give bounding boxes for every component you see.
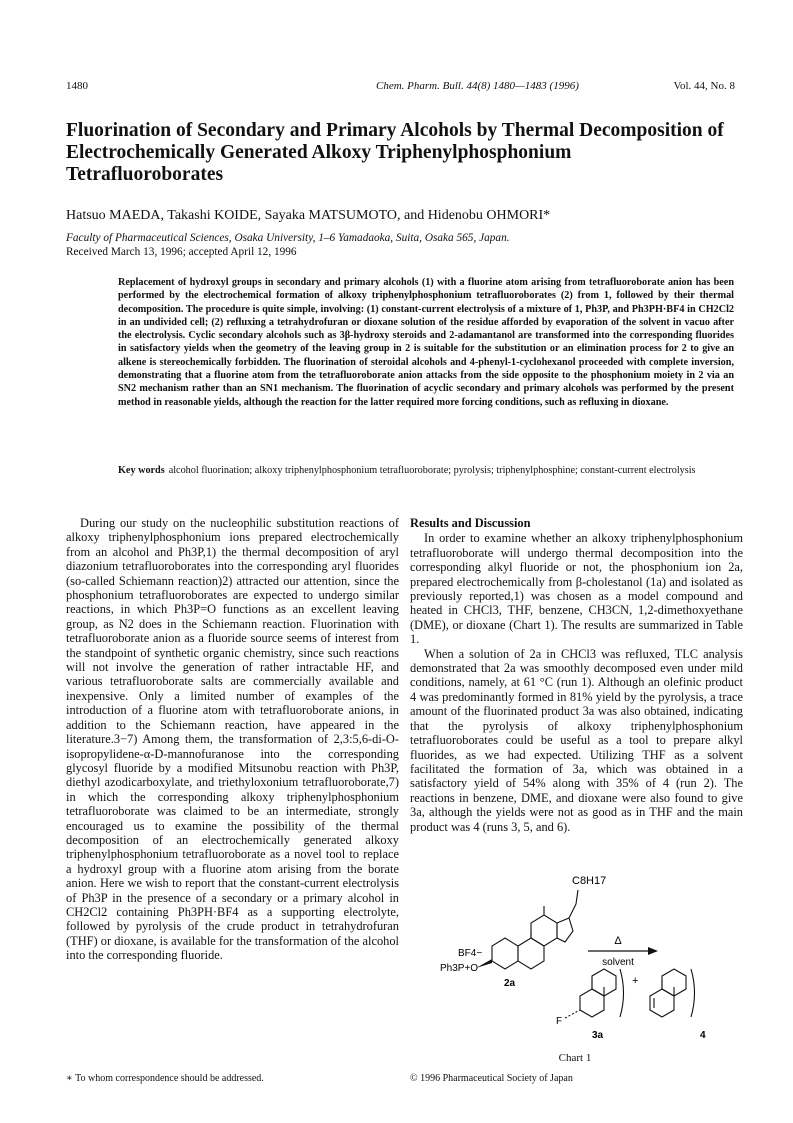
keywords-label: Key words [118, 465, 165, 476]
affiliation: Faculty of Pharmaceutical Sciences, Osaka University, 1–6 Yamadaoka, Suita, Osaka 565, Japan. [66, 232, 510, 244]
side-chain-label: C8H17 [572, 875, 607, 887]
arrow-condition-heat: Δ [614, 935, 622, 947]
volume-issue: Vol. 44, No. 8 [673, 80, 735, 92]
received-dates: Received March 13, 1996; accepted April 12, 1996 [66, 246, 297, 258]
article-title: Fluorination of Secondary and Primary Alcohols by Thermal Decomposition of Electrochemically Generated Alkoxy Triphenylphosphonium Tetrafluoroborates [66, 120, 724, 185]
copyright-notice: © 1996 Pharmaceutical Society of Japan [410, 1073, 573, 1084]
compound-4-label: 4 [700, 1030, 706, 1041]
wedge-bond [476, 959, 492, 968]
intro-paragraph: During our study on the nucleophilic substitution reactions of alkoxy triphenylphosphonium ions prepared electrochemically from an alcohol and Ph3P,1) the thermal decomposition of aryl diazonium tetrafluoroborates into the corresponding aryl fluorides (so-called Schiemann reaction)2) attracted our attention, since the phosphonium tetrafluoroborates are expected to undergo similar reactions, in which Ph3P=O functions as an excellent leaving group, as N2 does in the Schiemann reaction. Fluorination with tetrafluoroborate anion as a fluoride source seems of interest from the standpoint of synthetic organic chemistry, since such reactions will not involve the generation of rather intractable HF, and various tetrafluoroborate salts are commercially available and inexpensive. Only a limited number of examples of the introduction of a fluorine atom with tetrafluoroborate anions, in addition to the Schiemann reaction, have appeared in the literature.3−7) Among them, the transformation of 2,3:5,6-di-O-isopropylidene-α-D-mannofuranose into the corresponding glycosyl fluoride by a modified Mitsunobu reaction with Ph3P, diethyl azodicarboxylate, and triethyloxonium tetrafluoroborate,7) in which the corresponding alkoxy triphenylphosphonium tetrafluoroborate was claimed to be an intermediate, strongly encouraged us to examine the possibility of the thermal decomposition of an electrochemically generated alkoxy triphenylphosphonium tetrafluoroborate as a novel tool to replace a hydroxyl group with a fluorine atom arising from the borate anion. Here we wish to report that the constant-current electrolysis of Ph3P in the presence of a secondary or a primary alcohol in CH2Cl2 containing Ph3PH·BF4 as a supporting electrolyte, followed by pyrolysis of the crude product in tetrahydrofuran (THF) or dioxane, is available for the transformation of the alcohol into the corresponding fluoride. [66, 516, 399, 963]
compound-3a-label: 3a [592, 1030, 604, 1041]
plus-sign: + [632, 975, 639, 987]
fluorine-label: F [556, 1016, 563, 1027]
steroid-2a-structure [492, 890, 578, 969]
phosphonium-label: Ph3P+O [440, 963, 479, 974]
left-column [66, 516, 399, 963]
keywords [118, 464, 734, 477]
abstract: Replacement of hydroxyl groups in secondary and primary alcohols (1) with a fluorine atom arising from tetrafluoroborate anion has been performed by the electrochemical formation of alkoxy triphenylphosphonium tetrafluoroborates (2) from 1, followed by their thermal decomposition. The procedure is quite simple, involving: (1) constant-current electrolysis of a mixture of 1, Ph3P, and Ph3PH·BF4 in CH2Cl2 in an undivided cell; (2) refluxing a tetrahydrofuran or dioxane solution of the residue afforded by evaporation of the solvent in vacuo after the electrolysis. Cyclic secondary alcohols such as 3β-hydroxy steroids and 2-adamantanol are transformed into the corresponding fluorides in satisfactory yields when the geometry of the leaving group in 2 is suitable for the substitution or an elimination process for 2 to give an alkene is stereochemically forbidden. The fluorination of steroidal alcohols and 4-phenyl-1-cyclohexanol proceeded with complete inversion, demonstrating that a fluorine atom from the tetrafluoroborate anion attacks from the side opposite to the phosphonium moiety in 2 via an SN2 mechanism rather than an SN1 mechanism. The fluorination of acyclic secondary and primary alcohols was performed by the present method in reasonable yields, although the reaction for the latter required more forcing conditions, such as refluxing in dioxane. [118, 277, 734, 408]
reaction-arrowhead [648, 947, 658, 955]
keywords-text: alcohol fluorination; alkoxy triphenylphosphonium tetrafluoroborate; pyrolysis; triphenylphosphine; constant-current electrolysis [168, 465, 696, 476]
chart-1-scheme [410, 806, 740, 1056]
author-list: Hatsuo MAEDA, Takashi KOIDE, Sayaka MATSUMOTO, and Hidenobu OHMORI* [66, 208, 551, 223]
right-column [410, 516, 743, 834]
results-paragraph-1: In order to examine whether an alkoxy triphenylphosphonium tetrafluoroborate will undergo thermal decomposition into the corresponding alkyl fluoride or not, the phosphonium ion 2a, prepared electrochemically from β-cholestanol (1a) and isolated as previously reported,1) was chosen as a model compound and heated in CHCl3, THF, benzene, CH3CN, 1,2-dimethoxyethane (DME), or dioxane (Chart 1). The results are summarized in Table 1. [410, 531, 743, 647]
journal-reference: Chem. Pharm. Bull. 44(8) 1480—1483 (1996) [376, 80, 579, 92]
compound-2a-label: 2a [504, 978, 516, 989]
footnote: ∗ To whom correspondence should be addressed. [66, 1073, 264, 1084]
results-paragraph-2: When a solution of 2a in CHCl3 was refluxed, TLC analysis demonstrated that 2a was smoothly decomposed even under mild conditions, namely, at 61 °C (run 1). Although an olefinic product 4 was predominantly formed in 81% yield by the pyrolysis, a trace amount of the fluorinated product 3a was also obtained, indicating that the pyrolysis of alkoxy triphenylphosphonium tetrafluoroborates could be useful as a tool to prepare alkyl fluorides, as we had expected. Utilizing THF as a solvent facilitated the formation of 3a, which was obtained in a satisfactory yield of 54% along with 35% of 4 (run 2). The reactions in benzene, DME, and dioxane were also found to give 3a, although the yields were not as good as in THF and the main product was 4 (runs 3, 5, and 6). [410, 646, 743, 834]
product-3a-structure [565, 969, 624, 1018]
counterion-label: BF4− [458, 948, 483, 959]
section-heading: Results and Discussion [410, 516, 531, 530]
product-4-structure [650, 969, 695, 1017]
page-number: 1480 [66, 80, 88, 92]
chart-caption: Chart 1 [558, 1052, 592, 1064]
arrow-condition-solvent: solvent [602, 957, 634, 968]
